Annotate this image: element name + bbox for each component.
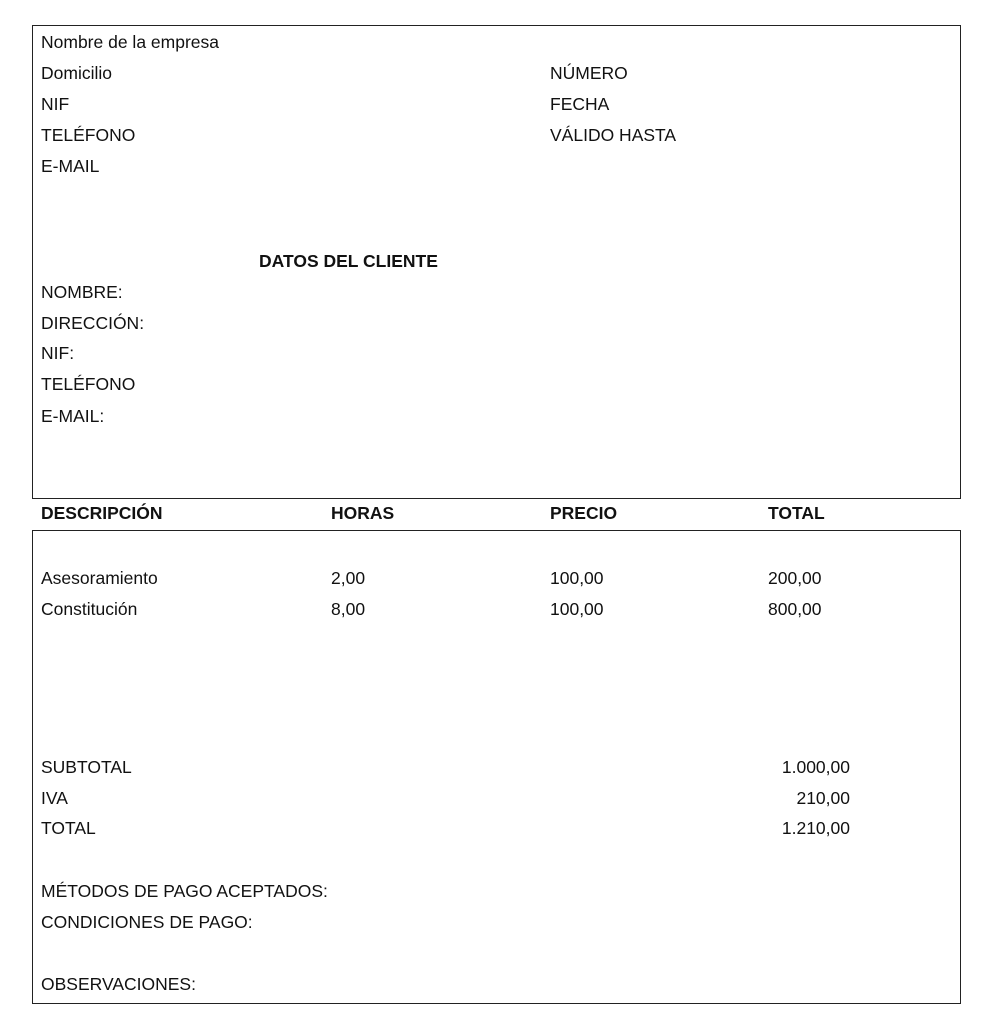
- iva-value: 210,00: [796, 788, 850, 808]
- column-header-description: DESCRIPCIÓN: [41, 503, 163, 523]
- total-value: 1.210,00: [781, 818, 850, 838]
- client-phone-label: TELÉFONO: [41, 374, 136, 394]
- column-header-price: PRECIO: [550, 503, 618, 523]
- client-email-label: E-MAIL:: [41, 406, 105, 426]
- client-nif-label: NIF:: [41, 343, 75, 363]
- row-total: 200,00: [768, 568, 822, 588]
- row-price: 100,00: [550, 568, 604, 588]
- client-section-heading: DATOS DEL CLIENTE: [259, 251, 438, 271]
- row-description: Constitución: [41, 599, 138, 619]
- client-name-label: NOMBRE:: [41, 282, 123, 302]
- payment-terms-label: CONDICIONES DE PAGO:: [41, 912, 253, 932]
- column-header-total: TOTAL: [768, 503, 825, 523]
- row-hours: 8,00: [331, 599, 366, 619]
- company-nif-label: NIF: [41, 94, 70, 114]
- row-hours: 2,00: [331, 568, 366, 588]
- row-total: 800,00: [768, 599, 822, 619]
- document-date-label: FECHA: [550, 94, 610, 114]
- company-name-label: Nombre de la empresa: [41, 32, 219, 52]
- client-address-label: DIRECCIÓN:: [41, 313, 145, 333]
- company-address-label: Domicilio: [41, 63, 112, 83]
- row-price: 100,00: [550, 599, 604, 619]
- observations-label: OBSERVACIONES:: [41, 974, 196, 994]
- payment-methods-label: MÉTODOS DE PAGO ACEPTADOS:: [41, 881, 328, 901]
- company-email-label: E-MAIL: [41, 156, 100, 176]
- total-label: TOTAL: [41, 818, 96, 838]
- document-valid-until-label: VÁLIDO HASTA: [550, 125, 677, 145]
- subtotal-label: SUBTOTAL: [41, 757, 132, 777]
- column-header-hours: HORAS: [331, 503, 395, 523]
- document-number-label: NÚMERO: [550, 63, 628, 83]
- header-section: [32, 25, 961, 499]
- iva-label: IVA: [41, 788, 68, 808]
- company-phone-label: TELÉFONO: [41, 125, 136, 145]
- subtotal-value: 1.000,00: [781, 757, 850, 777]
- row-description: Asesoramiento: [41, 568, 158, 588]
